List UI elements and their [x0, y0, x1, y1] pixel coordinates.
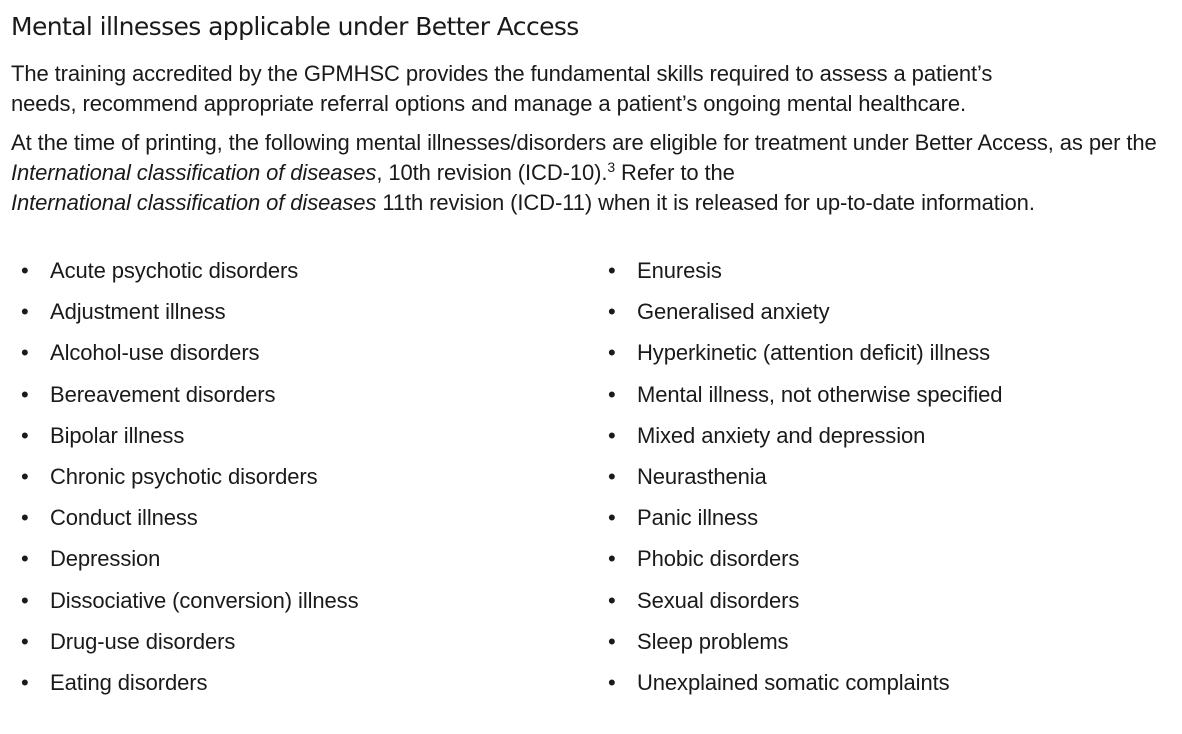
bullet-icon: •: [608, 628, 616, 654]
bullet-icon: •: [608, 299, 616, 325]
bullet-icon: •: [608, 505, 616, 531]
list-item: [607, 338, 1002, 379]
list-item-label: Phobic disorders: [637, 546, 800, 572]
bullet-icon: •: [608, 258, 616, 283]
intro-paragraph: [11, 59, 1176, 119]
list-item-label: Mental illness, not otherwise specified: [637, 381, 1003, 407]
list-item-label: Bipolar illness: [50, 422, 185, 448]
footnote-reference: 3: [607, 159, 616, 175]
illness-list-right-column: [607, 256, 1002, 709]
list-item-label: Drug-use disorders: [50, 628, 236, 654]
list-item: [607, 668, 1002, 709]
list-item-label: Enuresis: [637, 258, 722, 283]
list-item-label: Sleep problems: [637, 628, 789, 654]
list-item-label: Mixed anxiety and depression: [637, 422, 926, 448]
list-item: [20, 627, 358, 668]
list-item-label: Depression: [50, 546, 161, 572]
eligibility-paragraph: [11, 128, 1176, 218]
list-item-label: Panic illness: [637, 505, 758, 531]
illness-list-left-column: [20, 256, 358, 709]
list-item: [607, 586, 1002, 627]
intro-line-1: The training accredited by the GPMHSC provides the fundamental skills required to assess a patient’s: [11, 61, 993, 86]
bullet-icon: •: [608, 669, 616, 695]
eligibility-text-4: 11th revision (ICD-11) when it is released for up-to-date information.: [376, 190, 1035, 215]
list-item-label: Acute psychotic disorders: [50, 258, 299, 283]
list-item: [20, 668, 358, 709]
bullet-icon: •: [608, 463, 616, 489]
list-item: [20, 421, 358, 462]
list-item-label: Unexplained somatic complaints: [637, 669, 950, 695]
list-item: [607, 380, 1002, 421]
list-item: [607, 256, 1002, 297]
eligibility-text-1: At the time of printing, the following mental illnesses/disorders are eligible for treatment under Better Access, as per the: [11, 130, 1157, 155]
bullet-icon: •: [21, 299, 29, 325]
bullet-icon: •: [21, 628, 29, 654]
list-item-label: Eating disorders: [50, 669, 208, 695]
bullet-icon: •: [21, 505, 29, 531]
bullet-icon: •: [21, 463, 29, 489]
bullet-icon: •: [608, 546, 616, 572]
list-item-label: Alcohol-use disorders: [50, 340, 260, 366]
icd-title-italic-2: International classification of diseases: [11, 190, 377, 215]
list-item: [607, 462, 1002, 503]
bullet-icon: •: [608, 587, 616, 613]
list-item: [20, 256, 358, 297]
bullet-icon: •: [608, 381, 616, 407]
list-item-label: Dissociative (conversion) illness: [50, 587, 359, 613]
bullet-icon: •: [21, 381, 29, 407]
list-item: [20, 338, 358, 379]
list-item-label: Bereavement disorders: [50, 381, 276, 407]
bullet-icon: •: [21, 546, 29, 572]
list-item-label: Neurasthenia: [637, 463, 767, 489]
list-item-label: Chronic psychotic disorders: [50, 463, 318, 489]
list-item: [20, 380, 358, 421]
list-item-label: Generalised anxiety: [637, 299, 830, 325]
list-item: [20, 503, 358, 544]
list-item: [607, 503, 1002, 544]
bullet-icon: •: [21, 669, 29, 695]
bullet-icon: •: [608, 422, 616, 448]
list-item: [607, 627, 1002, 668]
bullet-icon: •: [608, 340, 616, 366]
list-item: [607, 421, 1002, 462]
list-item: [20, 462, 358, 503]
list-item: [20, 297, 358, 338]
eligibility-text-3: Refer to the: [615, 160, 735, 185]
bullet-icon: •: [21, 258, 29, 283]
list-item-label: Sexual disorders: [637, 587, 800, 613]
icd-title-italic-1: International classification of diseases: [11, 160, 377, 185]
document-page: [11, 10, 1176, 218]
bullet-icon: •: [21, 587, 29, 613]
list-item: [607, 544, 1002, 585]
bullet-icon: •: [21, 340, 29, 366]
bullet-icon: •: [21, 422, 29, 448]
list-item-label: Conduct illness: [50, 505, 198, 531]
section-heading: Mental illnesses applicable under Better Access: [11, 12, 579, 41]
list-item: [607, 297, 1002, 338]
list-item-label: Adjustment illness: [50, 299, 226, 325]
intro-line-2: needs, recommend appropriate referral options and manage a patient’s ongoing mental healthcare.: [11, 91, 967, 116]
list-item-label: Hyperkinetic (attention deficit) illness: [637, 340, 991, 366]
eligibility-text-2: , 10th revision (ICD-10).: [376, 160, 608, 185]
list-item: [20, 544, 358, 585]
list-item: [20, 586, 358, 627]
